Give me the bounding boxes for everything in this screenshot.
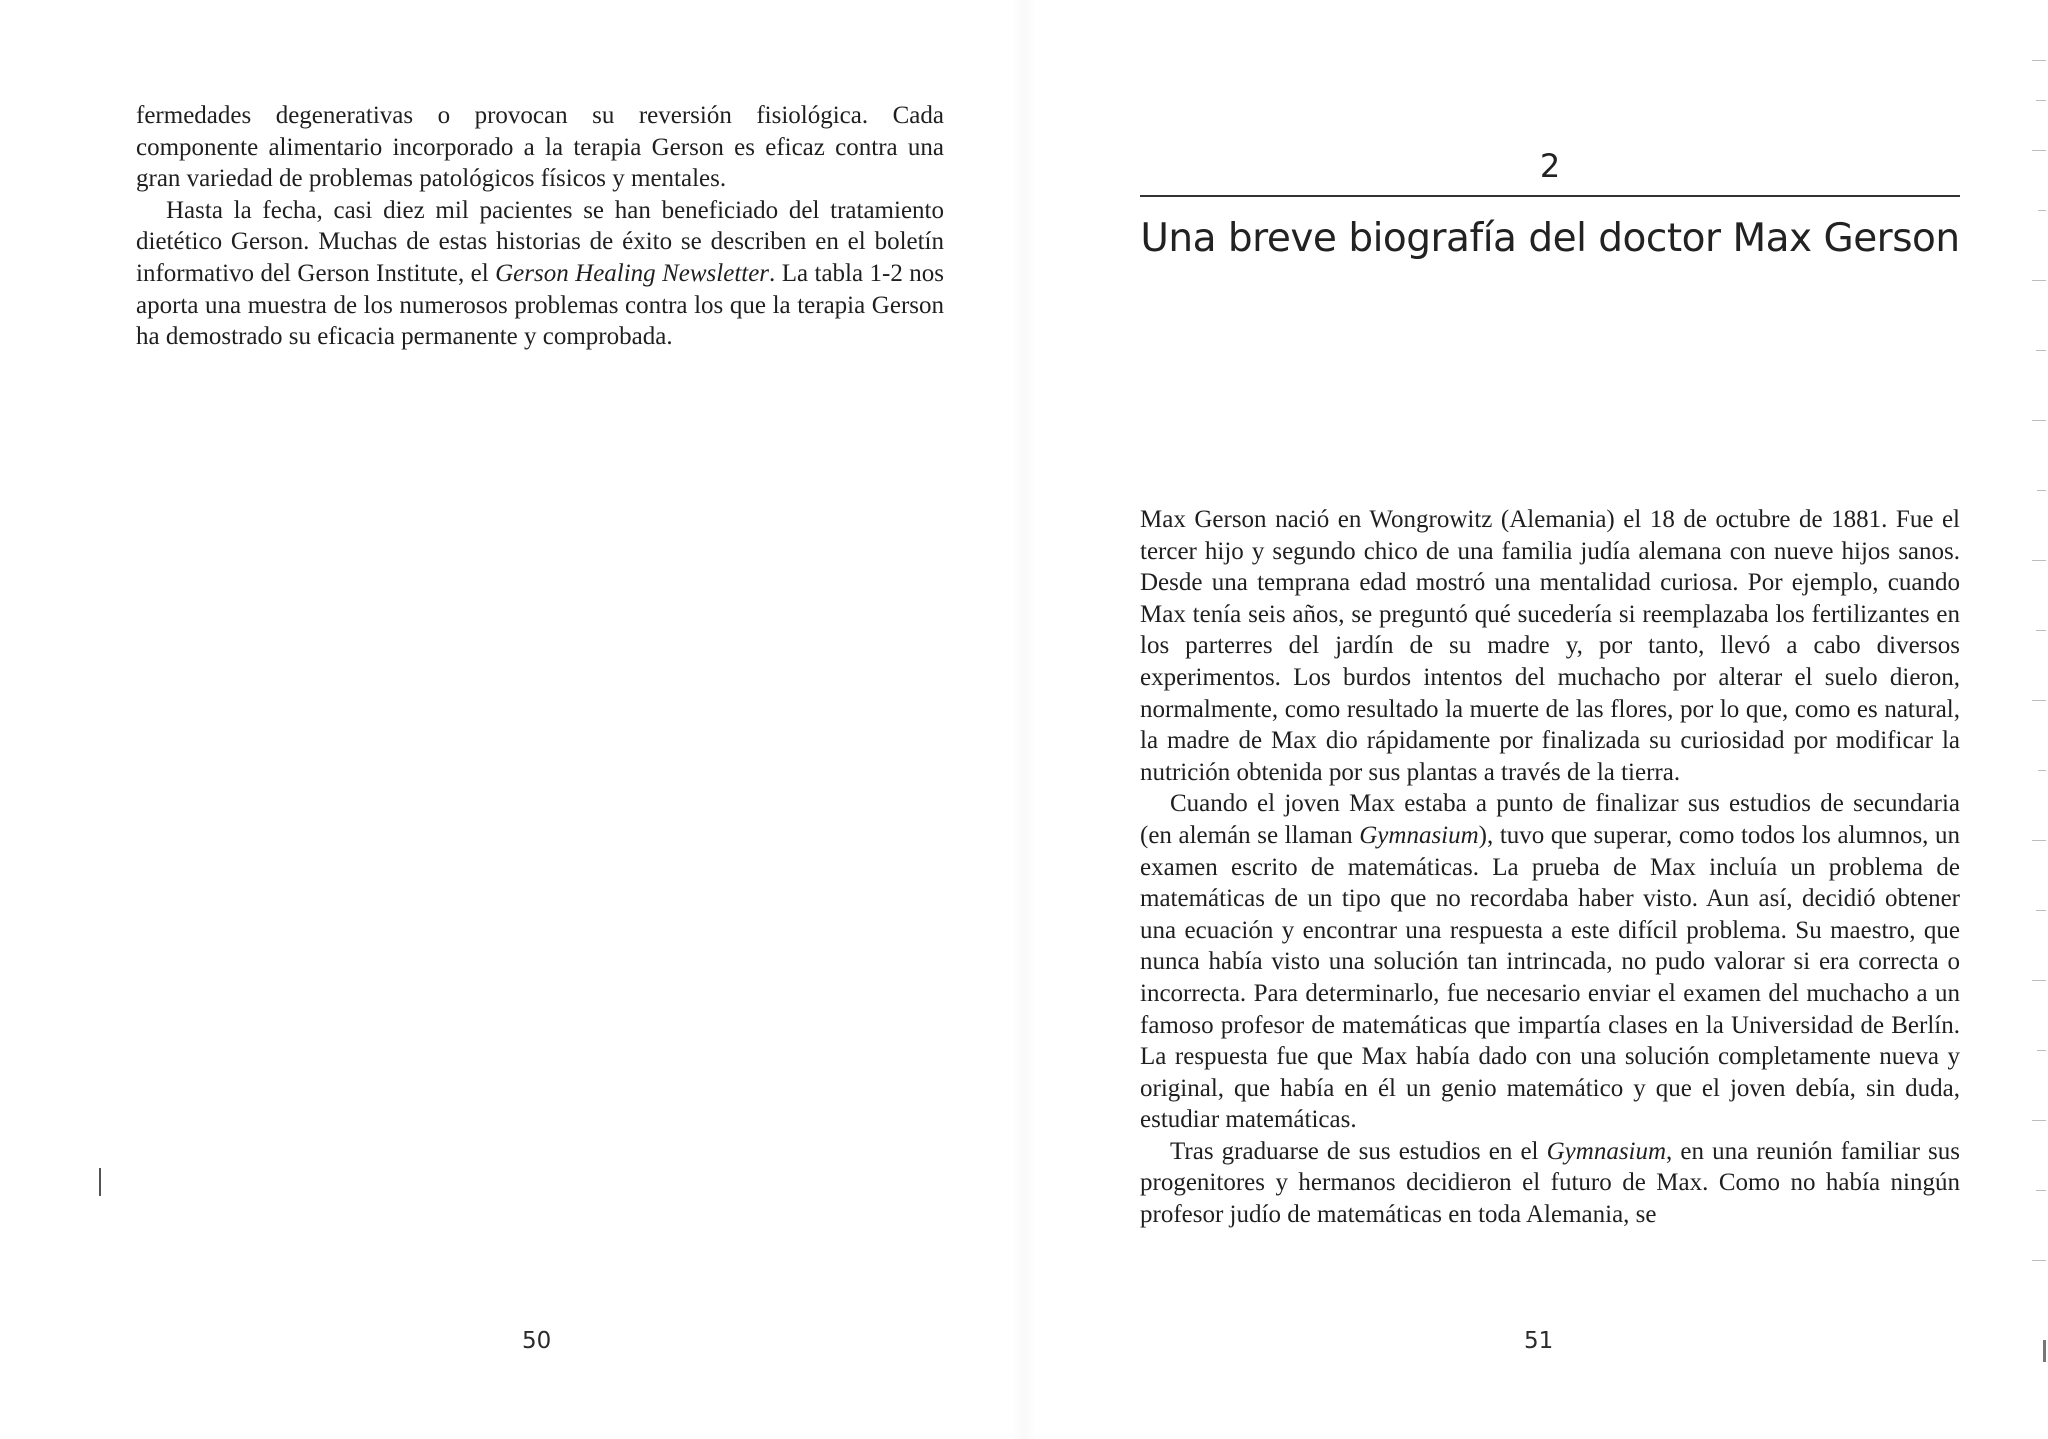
left-page-text — [136, 100, 944, 353]
scan-mark — [99, 1168, 101, 1196]
right-page — [1024, 0, 2048, 1439]
page-edge-marks — [2024, 40, 2046, 1420]
right-paragraph-1: Max Gerson nació en Wongrowitz (Alemania) el 18 de octubre de 1881. Fue el tercer hijo y segundo chico de una familia judía alemana con nueve hijos sanos. Desde una temprana edad mostró una mentalidad curiosa. Por ejemplo, cuando Max tenía seis años, se preguntó qué sucedería si reemplazaba los fertilizantes en los parterres del jardín de su madre y, por tanto, llevó a cabo diversos experimentos. Los burdos intentos del muchacho por alterar el suelo dieron, normalmente, como resultado la muerte de las flores, por lo que, como es natural, la madre de Max dio rápidamente por finalizada su curiosidad por modificar la nutrición obtenida por sus plantas a través de la tierra. — [1140, 506, 1960, 786]
left-paragraph-2 — [136, 195, 944, 353]
newsletter-title: Gerson Healing Newsletter — [495, 259, 770, 287]
right-paragraph-2-text-a: Cuando el joven Max estaba a punto de finalizar sus estudios de secundaria (en alemán se llaman — [1140, 790, 1960, 849]
left-paragraph-2-text-b: . La tabla 1-2 nos aporta una muestra de los numerosos problemas contra los que la terapia Gerson ha demostrado su eficacia permanente y comprobada. — [136, 259, 944, 351]
right-paragraph-3-text-b: , en una reunión familiar sus progenitores y hermanos decidieron el futuro de Max. Como no había ningún profesor judío de matemáticas en toda Alemania, se — [1140, 1137, 1960, 1229]
page-number-right: 51 — [1524, 1328, 1554, 1354]
left-paragraph-2-text-a: Hasta la fecha, casi diez mil pacientes se han beneficiado del tratamiento dietético Gerson. Muchas de estas historias de éxito se describen en el boletín informativo del Gerson Institute, el — [136, 196, 944, 287]
right-paragraph-3-text-a: Tras graduarse de sus estudios en el — [1170, 1137, 1547, 1165]
chapter-number: 2 — [1539, 147, 1561, 185]
right-paragraph-2 — [1140, 788, 1960, 1136]
right-paragraph-3 — [1140, 1136, 1960, 1231]
right-paragraph-2-text-b: ), tuvo que superar, como todos los alumnos, un examen escrito de matemáticas. La prueba de Max incluía un problema de matemáticas de un tipo que no recordaba haber visto. Aun así, decidió obtener una ecuación y encontrar una respuesta a este difícil problema. Su maestro, que nunca había visto una solución tan intrincada, no pudo valorar si era correcta o incorrecta. Para determinarlo, fue necesario enviar el examen del muchacho a un famoso profesor de matemáticas que impartía clases en la Universidad de Berlín. La respuesta fue que Max había dado con una solución completamente nueva y original, que había en él un genio matemático y que el joven debía, sin duda, estudiar matemáticas. — [1140, 821, 1960, 1134]
gymnasium-term: Gymnasium — [1359, 821, 1479, 849]
left-paragraph-1: fermedades degenerativas o provocan su reversión fisiológica. Cada componente alimentario incorporado a la terapia Gerson es eficaz contra una gran variedad de problemas patológicos físicos y mentales. — [136, 102, 944, 193]
chapter-title: Una breve biografía del doctor Max Gerson — [1140, 216, 1960, 261]
chapter-rule — [1140, 195, 1960, 197]
right-page-text — [1140, 504, 1960, 1231]
page-number-left: 50 — [522, 1328, 552, 1354]
gymnasium-term-2: Gymnasium — [1546, 1137, 1667, 1165]
